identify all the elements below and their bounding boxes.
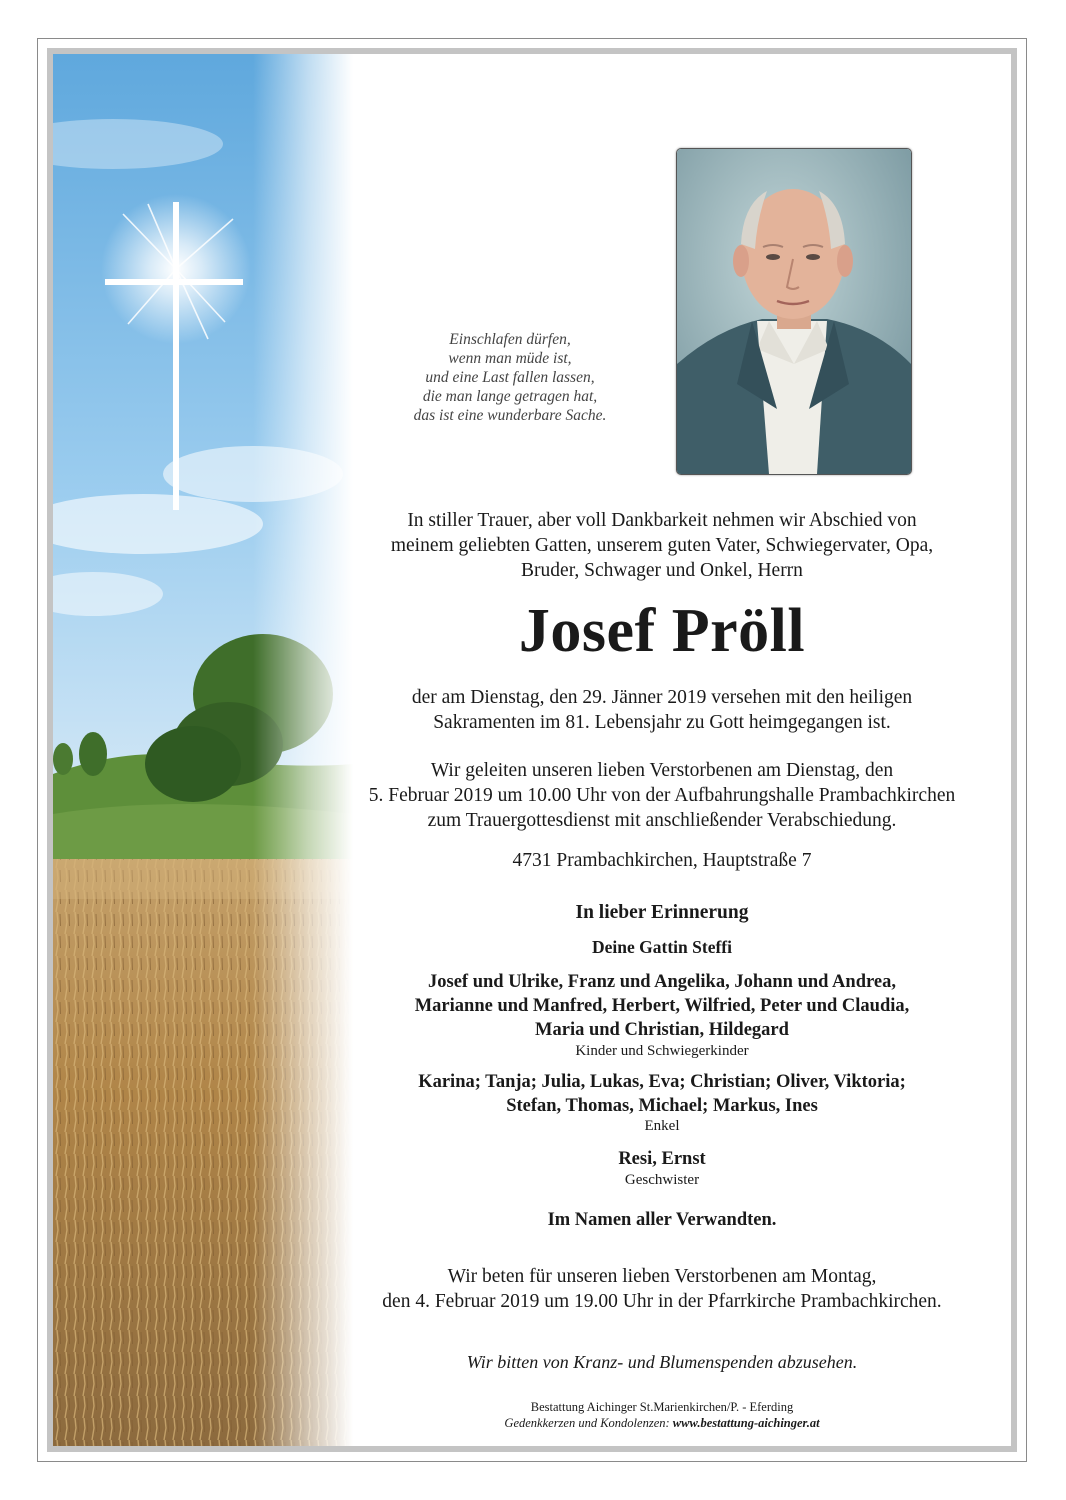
- relatives-note: Im Namen aller Verwandten.: [547, 1210, 777, 1230]
- passing-line: Sakramenten im 81. Lebensjahr zu Gott heimgegangen ist.: [433, 712, 891, 733]
- condolences-line: [320, 1416, 1004, 1431]
- picture-fade: [253, 54, 353, 1446]
- passing-line: der am Dienstag, den 29. Jänner 2019 versehen mit den heiligen: [411, 687, 913, 708]
- website-link[interactable]: www.bestattung-aichinger.at: [672, 1416, 820, 1430]
- grandchildren-names: [320, 1070, 1004, 1118]
- grandchildren-role: Enkel: [644, 1118, 680, 1134]
- children-role: Kinder und Schwiegerkinder: [575, 1043, 749, 1059]
- passing-notice: [320, 685, 1004, 735]
- condolences-label: Gedenkkerzen und Kondolenzen:: [504, 1416, 673, 1430]
- prayer-line: Wir beten für unseren lieben Verstorbenen am Montag,: [447, 1266, 877, 1287]
- poem-line: das ist eine wunderbare Sache.: [413, 407, 607, 424]
- grandchildren-line: Karina; Tanja; Julia, Lukas, Eva; Christian; Oliver, Viktoria;: [418, 1072, 906, 1092]
- funeral-line: 5. Februar 2019 um 10.00 Uhr von der Aufbahrungshalle Prambachkirchen: [368, 785, 956, 806]
- funeral-notice: [320, 758, 1004, 833]
- memory-title: In lieber Erinnerung: [575, 902, 749, 923]
- children-names: [320, 970, 1004, 1042]
- poem-line: und eine Last fallen lassen,: [425, 369, 595, 386]
- poem: [370, 330, 650, 425]
- intro-line: meinem geliebten Gatten, unserem guten Vater, Schwiegervater, Opa,: [390, 535, 934, 556]
- children-line: Marianne und Manfred, Herbert, Wilfried, Peter und Claudia,: [414, 996, 910, 1016]
- poem-line: wenn man müde ist,: [448, 350, 572, 367]
- portrait-photo: [676, 148, 912, 475]
- undertaker-name: Bestattung Aichinger St.Marienkirchen/P. - Eferding: [530, 1400, 794, 1414]
- funeral-line: Wir geleiten unseren lieben Verstorbenen am Dienstag, den: [430, 760, 894, 781]
- children-line: Josef und Ulrike, Franz und Angelika, Johann und Andrea,: [428, 972, 896, 992]
- grandchildren-line: Stefan, Thomas, Michael; Markus, Ines: [506, 1096, 818, 1116]
- children-line: Maria und Christian, Hildegard: [535, 1020, 789, 1040]
- intro-text: [320, 508, 1004, 583]
- poem-line: die man lange getragen hat,: [422, 388, 598, 405]
- siblings-names: Resi, Ernst: [618, 1149, 706, 1169]
- prayer-notice: [320, 1264, 1004, 1314]
- intro-line: In stiller Trauer, aber voll Dankbarkeit nehmen wir Abschied von: [407, 510, 917, 531]
- prayer-line: den 4. Februar 2019 um 19.00 Uhr in der Pfarrkirche Prambachkirchen.: [382, 1291, 942, 1312]
- side-picture-sky-cross-field: [53, 54, 353, 1446]
- siblings-role: Geschwister: [624, 1172, 700, 1188]
- intro-line: Bruder, Schwager und Onkel, Herrn: [521, 560, 803, 581]
- deceased-name: Josef Pröll: [518, 597, 806, 665]
- flowers-note: Wir bitten von Kranz- und Blumenspenden abzusehen.: [466, 1352, 858, 1372]
- address: 4731 Prambachkirchen, Hauptstraße 7: [512, 850, 812, 871]
- wife-name: Deine Gattin Steffi: [592, 937, 732, 957]
- poem-line: Einschlafen dürfen,: [449, 331, 571, 348]
- funeral-line: zum Trauergottesdienst mit anschließender Verabschiedung.: [427, 810, 897, 831]
